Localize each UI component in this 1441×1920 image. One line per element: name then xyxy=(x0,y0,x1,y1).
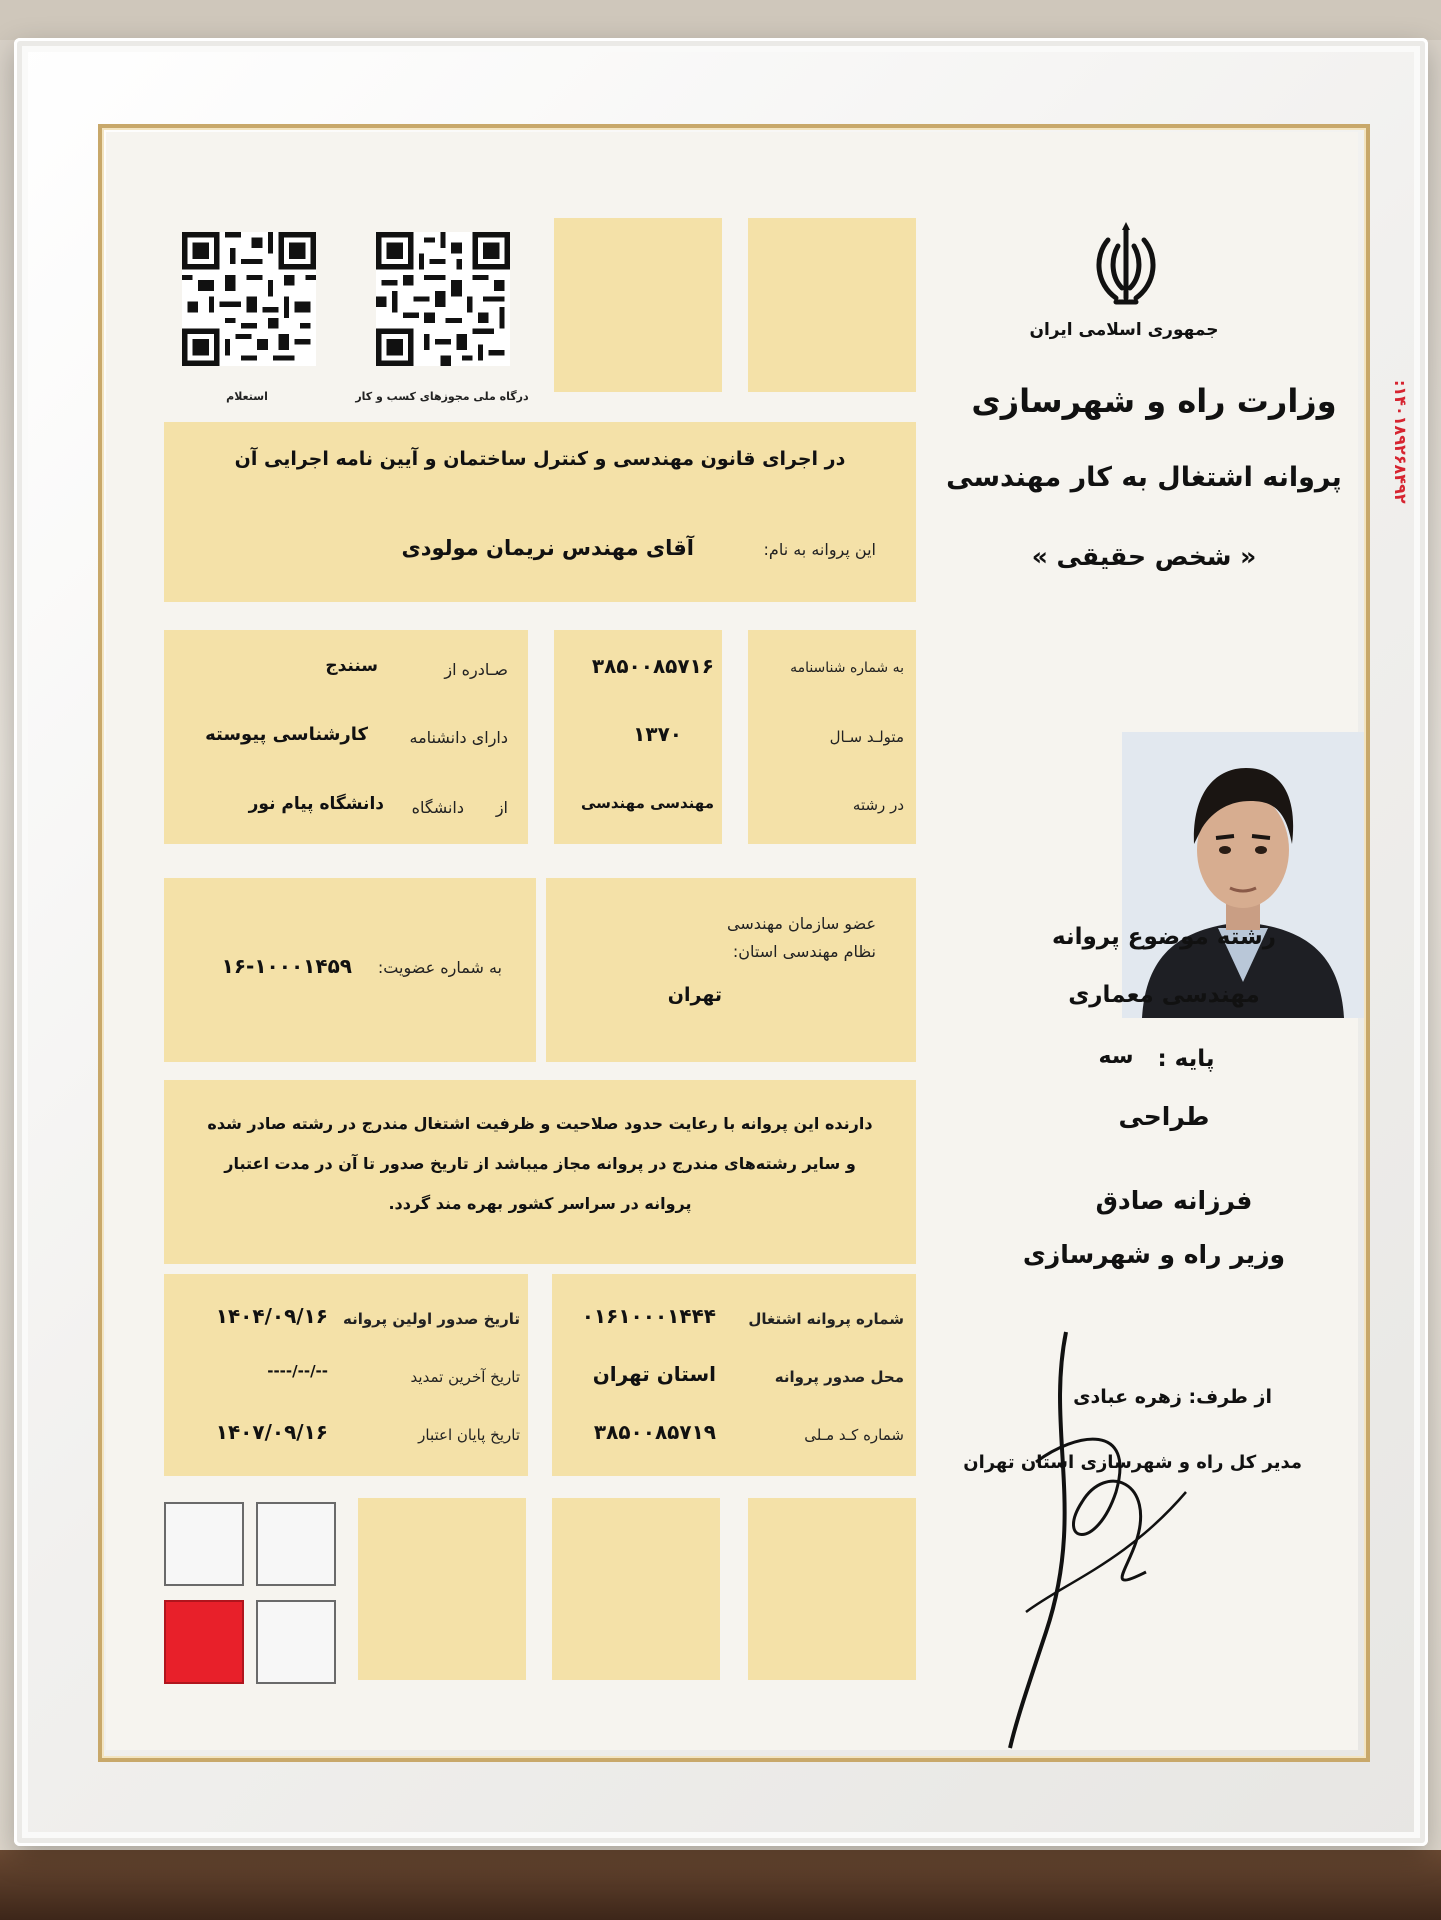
university-value: دانشگاه پیام نور xyxy=(248,794,384,814)
qr-code-icon xyxy=(182,232,316,366)
statement-line-3: پروانه در سراسر کشور بهره مند گردد. xyxy=(388,1194,692,1213)
qr-caption: درگاه ملی مجوزهای کسب و کار xyxy=(355,390,529,403)
degree-value: کارشناسی پیوسته xyxy=(205,724,368,745)
blank-box xyxy=(358,1498,526,1680)
renewal-label: تاریخ آخرین تمدید xyxy=(410,1368,520,1386)
province-value: تهران xyxy=(667,984,722,1006)
renewal-value: --/--/---- xyxy=(267,1362,328,1380)
blank-box xyxy=(552,1498,720,1680)
member-label: به شماره عضویت: xyxy=(377,958,502,977)
grade-label: پایه : xyxy=(1157,1046,1215,1072)
signature xyxy=(986,1312,1226,1762)
certificate-paper xyxy=(106,132,1410,1750)
membership-org-box xyxy=(546,878,916,1062)
checkbox[interactable] xyxy=(164,1502,244,1586)
checkbox[interactable] xyxy=(256,1600,336,1684)
qr-caption: استعلام xyxy=(226,390,268,403)
identity-values-box xyxy=(554,630,722,844)
field-value: مهندسی معماری xyxy=(1068,982,1260,1008)
qr-code-icon xyxy=(376,232,510,366)
ministry-title: وزارت راه و شهرسازی xyxy=(971,382,1337,420)
blank-box xyxy=(748,218,916,392)
first-issue-value: ۱۴۰۴/۰۹/۱۶ xyxy=(215,1304,328,1328)
grade-value: سه xyxy=(1098,1044,1134,1069)
issued-label: صـادره از xyxy=(444,660,508,679)
national-code-label: شماره کـد مـلی xyxy=(804,1426,904,1444)
identity-details-box xyxy=(164,630,528,844)
first-issue-label: تاریخ صدور اولین پروانه xyxy=(342,1310,520,1328)
identity-labels-box xyxy=(748,630,916,844)
field-title: رشته موضوع پروانه xyxy=(1052,924,1276,950)
statement-line-1: دارنده این پروانه با رعایت حدود صلاحیت و ظرفیت اشتغال مندرج در رشته صادر شده xyxy=(207,1114,873,1133)
checkbox[interactable] xyxy=(256,1502,336,1586)
wooden-shelf xyxy=(0,1850,1441,1920)
holder-name: آقای مهندس نریمان مولودی xyxy=(401,536,694,560)
id-label: به شماره شناسنامه xyxy=(790,660,904,676)
competence: طراحی xyxy=(1118,1102,1210,1131)
license-info-box xyxy=(552,1274,916,1476)
member-value: ۱۶-۱۰۰۰۱۴۵۹ xyxy=(221,954,352,978)
person-type: « شخص حقیقی » xyxy=(1031,542,1257,571)
field-value: مهندسی مهندسی xyxy=(580,794,714,812)
blank-box xyxy=(748,1498,916,1680)
license-number-value: ۰۱۶۱۰۰۰۱۴۴۴ xyxy=(581,1304,716,1328)
law-line: در اجرای قانون مهندسی و کنترل ساختمان و آیین نامه اجرایی آن xyxy=(234,448,846,470)
name-label: این پروانه به نام: xyxy=(763,540,876,559)
license-title: پروانه اشتغال به کار مهندسی xyxy=(946,462,1342,493)
iran-emblem-icon xyxy=(1086,220,1166,310)
checkbox-checked[interactable] xyxy=(164,1600,244,1684)
serial-number: ۱۴۰۱۸۹۲۶۸۴۹۲: xyxy=(1391,380,1410,504)
from-label: از xyxy=(495,798,508,817)
statement-line-2: و سایر رشته‌های مندرج در پروانه مجاز میباشد از تاریخ صدور تا آن در مدت اعتبار xyxy=(224,1154,856,1173)
statement-box xyxy=(164,1080,916,1264)
expiry-label: تاریخ پایان اعتبار xyxy=(418,1426,520,1444)
university-label: دانشگاه xyxy=(411,798,464,817)
on-behalf: از طرف: زهره عبادی xyxy=(1073,1386,1272,1408)
id-value: ۳۸۵۰۰۸۵۷۱۶ xyxy=(591,654,714,678)
holder-photo xyxy=(1122,732,1364,1018)
country-name: جمهوری اسلامی ایران xyxy=(1029,320,1219,340)
issue-place-label: محل صدور پروانه xyxy=(774,1368,904,1386)
intro-box xyxy=(164,422,916,602)
wall xyxy=(0,0,1441,40)
license-dates-box xyxy=(164,1274,528,1476)
issue-place-value: استان تهران xyxy=(592,1362,716,1386)
national-code-value: ۳۸۵۰۰۸۵۷۱۹ xyxy=(593,1420,716,1444)
expiry-value: ۱۴۰۷/۰۹/۱۶ xyxy=(215,1420,328,1444)
birth-value: ۱۳۷۰ xyxy=(633,722,682,746)
field-label: در رشته xyxy=(852,796,904,814)
membership-number-box xyxy=(164,878,536,1062)
director-title: مدیر کل راه و شهرسازی استان تهران xyxy=(963,1452,1302,1473)
minister-title: وزیر راه و شهرسازی xyxy=(1022,1240,1286,1269)
degree-label: دارای دانشنامه xyxy=(409,728,508,747)
license-number-label: شماره پروانه اشتغال xyxy=(748,1310,904,1328)
org-line-1: عضو سازمان مهندسی xyxy=(727,914,876,933)
org-line-2: نظام مهندسی استان: xyxy=(732,942,876,961)
blank-box xyxy=(554,218,722,392)
minister-name: فرزانه صادق xyxy=(1095,1186,1253,1215)
birth-label: متولـد سـال xyxy=(829,728,904,746)
issued-value: سنندج xyxy=(325,656,378,676)
